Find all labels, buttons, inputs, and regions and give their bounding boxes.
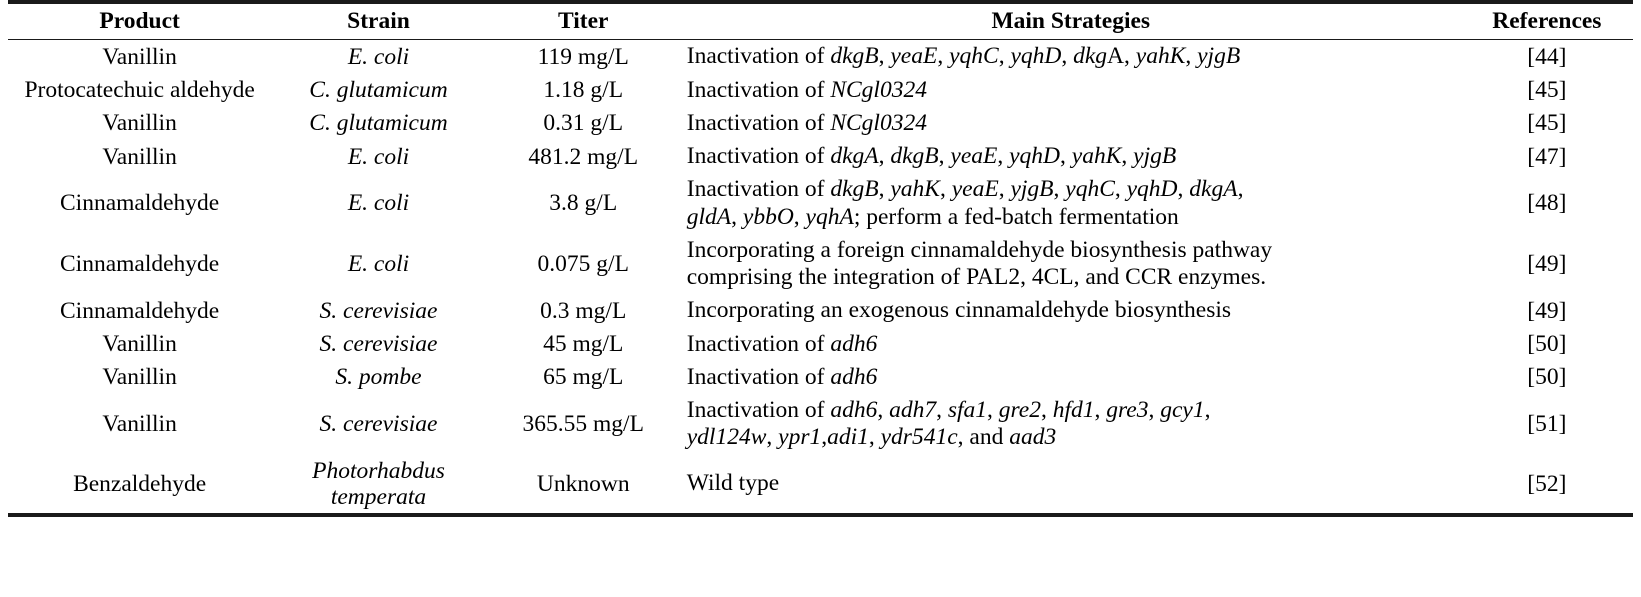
cell-main-strategies: Wild type [681, 455, 1461, 516]
cell-strain: S. cerevisiae [319, 411, 438, 438]
cell-reference: [51] [1527, 411, 1567, 438]
cell-product: Cinnamaldehyde [60, 190, 220, 217]
cell-strain: S. cerevisiae [319, 331, 438, 358]
column-header-references: References [1461, 4, 1633, 40]
cell-main-strategies: Inactivation of NCgl0324 [686, 109, 927, 136]
cell-titer: Unknown [486, 455, 681, 516]
table-body [8, 40, 1633, 515]
cell-main-strategies: Incorporating an exogenous cinnamaldehyde biosynthesis [686, 297, 1232, 324]
table-row [8, 361, 1633, 394]
cell-strain: C. glutamicum [309, 77, 448, 104]
cell-titer: 481.2 mg/L [528, 143, 639, 170]
table-row [8, 455, 1633, 516]
table-row [8, 107, 1633, 140]
cell-titer: 65 mg/L [543, 364, 624, 391]
cell-reference: [50] [1527, 364, 1567, 391]
cell-titer: 0.075 g/L [537, 250, 629, 277]
cell-strain: E. coli [347, 43, 410, 70]
cell-product: Vanillin [102, 411, 177, 438]
table-row [8, 234, 1633, 295]
cell-main-strategies: Inactivation of adh6, adh7, sfa1, gre2, hfd1, gre3, gcy1, ydl124w, ypr1,adi1, ydr541c, and aad3 [686, 397, 1211, 451]
cell-titer: 0.3 mg/L [540, 297, 627, 324]
cell-reference: [49] [1527, 297, 1567, 324]
table-row [8, 40, 1633, 74]
cell-main-strategies: Inactivation of dkgA, dkgB, yeaE, yqhD, yahK, yjgB [686, 143, 1177, 170]
cell-reference: [45] [1527, 110, 1567, 137]
table-row [8, 140, 1633, 173]
cell-titer: 119 mg/L [537, 43, 629, 70]
table-head [8, 2, 1633, 40]
cell-reference: [48] [1527, 190, 1567, 217]
cell-titer: 45 mg/L [543, 331, 624, 358]
cell-product: Protocatechuic aldehyde [24, 77, 255, 104]
table-row [8, 173, 1633, 234]
table-row [8, 74, 1633, 107]
cell-main-strategies: Inactivation of NCgl0324 [686, 76, 927, 103]
table-row [8, 394, 1633, 455]
column-header-titer: Titer [486, 4, 681, 40]
cell-reference: [50] [1527, 331, 1567, 358]
cell-product: Benzaldehyde [8, 455, 271, 516]
table-row [8, 328, 1633, 361]
cell-main-strategies: Incorporating a foreign cinnamaldehyde biosynthesis pathway comprising the integration of PAL2, 4CL, and CCR enzymes. [686, 236, 1273, 291]
column-header-product: Product [8, 4, 271, 40]
cell-main-strategies: Inactivation of dkgB, yahK, yeaE, yjgB, yqhC, yqhD, dkgA, gldA, ybbO, yqhA; perform a fed-batch fermentation [686, 176, 1244, 230]
cell-product: Vanillin [102, 43, 177, 70]
table-header-row [8, 4, 1633, 40]
cell-strain: E. coli [347, 250, 410, 277]
cell-reference: [52] [1461, 455, 1633, 516]
cell-strain: S. pombe [335, 364, 422, 391]
cell-main-strategies: Inactivation of adh6 [686, 330, 878, 357]
cell-product: Cinnamaldehyde [60, 297, 220, 324]
cell-titer: 1.18 g/L [543, 77, 624, 104]
cell-reference: [47] [1527, 143, 1567, 170]
cell-strain: Photorhabdus temperata [271, 455, 486, 516]
cell-product: Vanillin [102, 143, 177, 170]
cell-titer: 3.8 g/L [549, 190, 618, 217]
cell-product: Vanillin [102, 331, 177, 358]
cell-strain: S. cerevisiae [319, 297, 438, 324]
cell-titer: 0.31 g/L [543, 110, 624, 137]
cell-product: Vanillin [102, 110, 177, 137]
strategies-table [8, 0, 1633, 517]
cell-reference: [45] [1527, 77, 1567, 104]
table-row [8, 294, 1633, 327]
cell-strain: E. coli [347, 190, 410, 217]
cell-main-strategies: Inactivation of adh6 [686, 363, 878, 390]
column-header-strain: Strain [271, 4, 486, 40]
cell-main-strategies: Inactivation of dkgB, yeaE, yqhC, yqhD, dkgA, yahK, yjgB [686, 43, 1241, 70]
cell-reference: [44] [1527, 43, 1567, 70]
cell-strain: E. coli [347, 143, 410, 170]
cell-reference: [49] [1527, 250, 1567, 277]
cell-product: Vanillin [102, 364, 177, 391]
column-header-main-strategies: Main Strategies [681, 4, 1461, 40]
cell-strain: C. glutamicum [309, 110, 448, 137]
cell-product: Cinnamaldehyde [60, 250, 220, 277]
cell-titer: 365.55 mg/L [522, 411, 644, 438]
